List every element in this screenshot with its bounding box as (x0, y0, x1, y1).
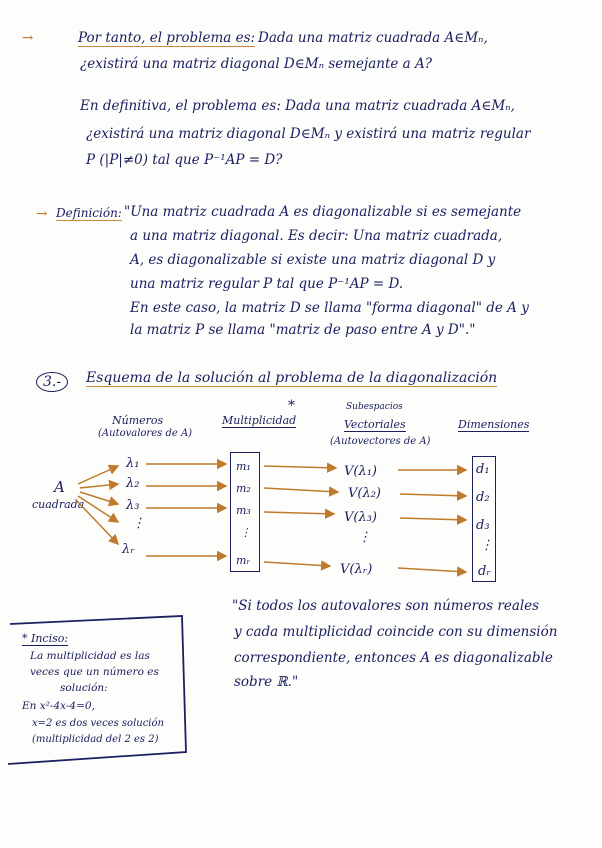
mult-3: m₃ (236, 504, 251, 517)
mult-r: mᵣ (236, 554, 251, 567)
arrow-a-l3 (80, 492, 118, 504)
note-line-2: veces que un número es (30, 666, 159, 678)
intro-line-4: ¿existirá una matriz diagonal D∈Mₙ y existirá una matriz regular (86, 126, 531, 142)
dim-1: d₁ (476, 462, 490, 477)
dim-3: d₃ (476, 518, 490, 533)
definition-line-4: una matriz regular P tal que P⁻¹AP = D. (130, 276, 404, 292)
arrow-vr-dr (398, 568, 466, 572)
conclusion-line-2: y cada multiplicidad coincide con su dimensión (234, 624, 558, 640)
col-multiplicity: Multiplicidad (222, 414, 297, 427)
intro-line-5: P (|P|≠0) tal que P⁻¹AP = D? (86, 152, 283, 168)
intro-line-3: En definitiva, el problema es: Dada una matriz cuadrada A∈Mₙ, (80, 98, 515, 114)
arrow-v2-d2 (400, 494, 466, 496)
mult-2: m₂ (236, 482, 251, 495)
matrix-a-caption: cuadrada (32, 498, 85, 511)
arrow-a-l2 (80, 484, 118, 488)
arrow-m1-v1 (264, 466, 336, 468)
col-numbers: Números (112, 414, 164, 427)
note-line-6: (multiplicidad del 2 es 2) (32, 734, 159, 745)
arrow-v3-d3 (400, 518, 466, 520)
intro-line-2: ¿existirá una matriz diagonal D∈Mₙ semejante a A? (80, 56, 433, 72)
matrix-a: A (54, 478, 65, 496)
note-line-3: solución: (60, 682, 108, 694)
conclusion-line-1: "Si todos los autovalores son números reales (232, 598, 540, 614)
col-numbers-sub: (Autovalores de A) (98, 428, 193, 439)
lambda-r: λᵣ (122, 542, 135, 557)
definition-line-2: a una matriz diagonal. Es decir: Una matriz cuadrada, (130, 228, 503, 244)
lambda-dots: ⋮ (132, 516, 145, 531)
note-title: * Inciso: (22, 632, 69, 645)
definition-line-1: "Una matriz cuadrada A es diagonalizable si es semejante (124, 204, 522, 220)
scheme-title-text: Esquema de la solución al problema de la diagonalización (86, 370, 498, 386)
arrow-a-l1 (78, 466, 118, 484)
space-r: V(λᵣ) (340, 562, 373, 577)
mult-dots: ⋮ (240, 526, 251, 539)
col-dimensions: Dimensiones (458, 418, 530, 431)
note-line-5: x=2 es dos veces solución (32, 718, 164, 729)
definition-line-6: la matriz P se llama "matriz de paso entre A y D"." (130, 322, 476, 338)
definition-title: Definición: (56, 206, 122, 220)
intro-line-1b: Dada una matriz cuadrada A∈Mₙ, (258, 30, 488, 46)
lead-arrow: → (22, 30, 34, 46)
dim-r: dᵣ (478, 564, 491, 579)
arrow-mr-vr (264, 562, 330, 566)
definition-line-5: En este caso, la matriz D se llama "forma diagonal" de A y (130, 300, 529, 316)
conclusion-line-4: sobre ℝ." (234, 674, 299, 690)
lambda-3: λ₃ (126, 498, 140, 513)
arrow-m3-v3 (264, 512, 334, 514)
lambda-2: λ₂ (126, 476, 140, 491)
definition-line-3: A, es diagonalizable si existe una matriz diagonal D y (130, 252, 496, 268)
mult-1: m₁ (236, 460, 251, 473)
asterisk-icon: * (288, 398, 295, 414)
dim-2: d₂ (476, 490, 490, 505)
space-3: V(λ₃) (344, 510, 377, 525)
arrow-m2-v2 (264, 488, 338, 492)
problem-phrase: Por tanto, el problema es: (78, 30, 256, 46)
lambda-1: λ₁ (126, 456, 140, 471)
space-2: V(λ₂) (348, 486, 381, 501)
dim-dots: ⋮ (480, 538, 493, 553)
note-line-1: La multiplicidad es las (30, 650, 150, 662)
section-number: 3.- (36, 372, 68, 392)
col-subspaces-1: Subespacios (346, 402, 403, 412)
col-subspaces-3: (Autovectores de A) (330, 436, 431, 447)
arrow-a-lr (76, 500, 118, 544)
space-dots: ⋮ (358, 530, 371, 545)
col-subspaces-2: Vectoriales (344, 418, 406, 431)
conclusion-line-3: correspondiente, entonces A es diagonalizable (234, 650, 553, 666)
note-line-4: En x²-4x-4=0, (22, 700, 95, 712)
definition-bullet: → (36, 206, 48, 222)
space-1: V(λ₁) (344, 464, 377, 479)
